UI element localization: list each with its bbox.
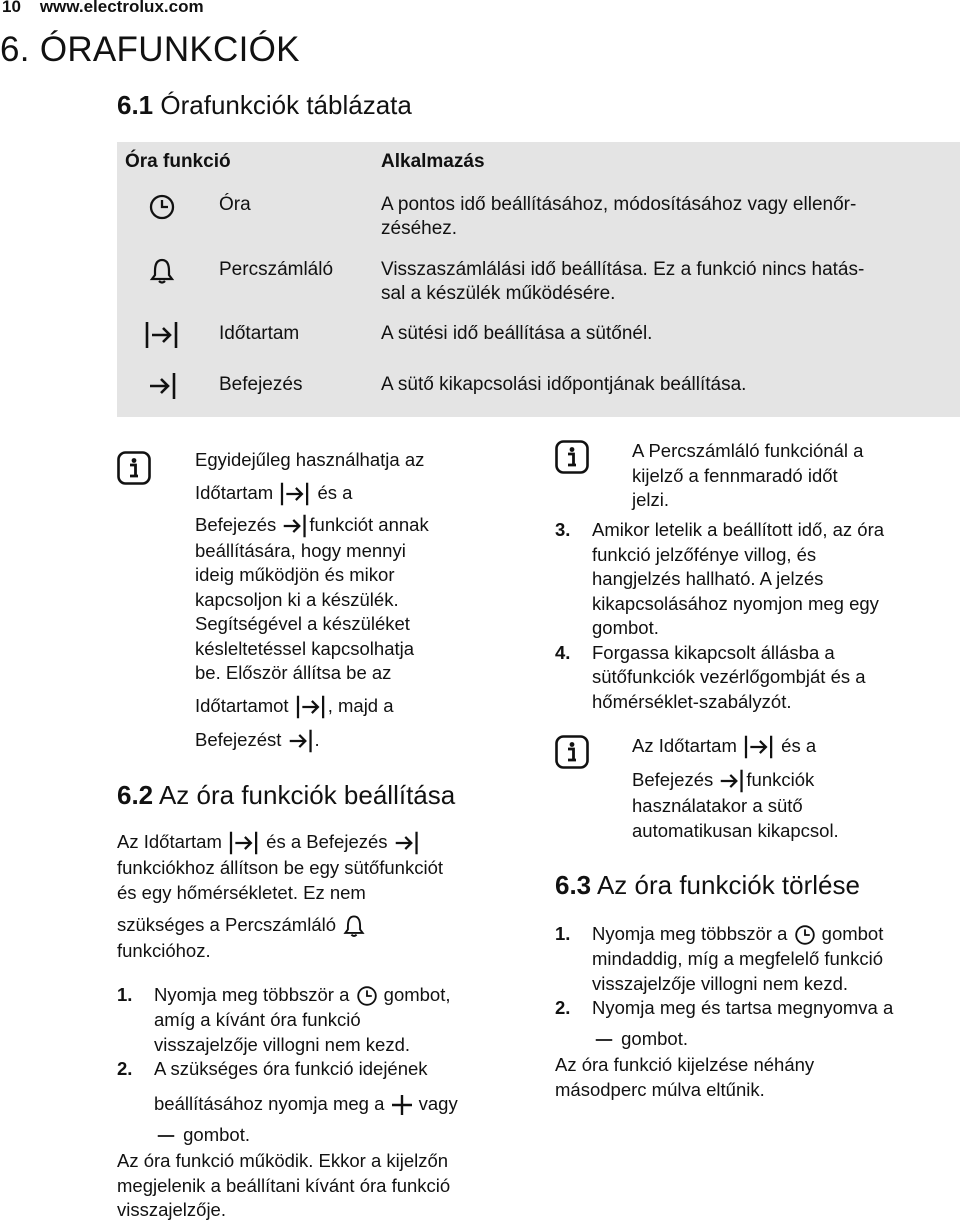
section-number: 6.3	[555, 870, 592, 900]
list-item: 1. Nyomja meg többször a gombot, amíg a kívánt óra funkció visszajelzője villogni nem kezd.	[117, 984, 451, 1055]
list-item: 2. A szükséges óra funkció idejének beállításához nyomja meg a vagy gombot.	[117, 1058, 458, 1145]
info-note-auto-off: Az Időtartam és a Befejezés funkciók használatakor a sütő automatikusan kikapcsol.	[632, 735, 839, 841]
table-header-function: Óra funkció	[125, 151, 231, 172]
list-item: 1. Nyomja meg többször a gombot mindaddig, míg a megfelelő funkció visszajelzője villogni nem kezd.	[555, 923, 884, 994]
info-icon	[555, 735, 589, 769]
clock-icon	[355, 984, 379, 1008]
steps-6-3: 1. Nyomja meg többször a gombot mindaddig, míg a megfelelő funkció visszajelzője villogni nem kezd. 2. Nyomja meg és tartsa megnyomva a gombot. Az óra funkció kijelzése néhány másodperc múlva eltűnik.	[555, 922, 955, 1102]
end-icon	[281, 513, 309, 539]
minus-icon	[154, 1127, 178, 1145]
duration-icon	[227, 830, 261, 856]
section-number: 6.1	[117, 90, 154, 120]
section-title: Órafunkciók táblázata	[160, 90, 412, 120]
page-header	[2, 0, 204, 17]
plus-icon	[390, 1093, 414, 1117]
info-note-timer: A Percszámláló funkciónál a kijelző a fennmaradó időt jelzi.	[632, 440, 864, 510]
chapter-title: 6. ÓRAFUNKCIÓK	[0, 30, 300, 69]
section-title: Az óra funkciók beállítása	[158, 780, 456, 810]
steps-6-2: 1. Nyomja meg többször a gombot, amíg a kívánt óra funkció visszajelzője villogni nem kezd. 2. A szükséges óra funkció idejének beállításához nyomja meg a vagy gombot. Az óra funkció működik. Ekkor a kijelzőn megjelenik a beállítani kívánt óra funkció visszajelzője.	[117, 983, 547, 1223]
list-item: 3. Amikor letelik a beállított idő, az óra funkció jelzőfénye villog, és hangjelzés hallható. A jelzés kikapcsolásához nyomjon meg egy gombot.	[555, 519, 885, 638]
section-number: 6.2	[117, 780, 154, 810]
list-item: 4. Forgassa kikapcsolt állásba a sütőfunkciók vezérlőgombját és a hőmérséklet-szabályzót.	[555, 641, 866, 712]
duration-icon	[294, 694, 328, 720]
page-number: 10	[2, 0, 21, 16]
section-6-1-heading	[117, 90, 412, 121]
info-icon	[555, 440, 589, 474]
site-url: www.electrolux.com	[39, 0, 204, 16]
table-row-name: Időtartam	[219, 323, 300, 344]
clock-icon	[793, 923, 817, 947]
end-icon	[393, 830, 421, 856]
paragraph-6-2: Az Időtartam és a Befejezés funkciókhoz állítson be egy sütőfunkciót és egy hőmérsékletet. Ez nem szükséges a Percszámláló funkcióhoz.	[117, 831, 443, 962]
end-icon	[148, 371, 178, 401]
section-6-3-heading	[555, 870, 860, 901]
info-icon	[117, 451, 151, 485]
table-row-desc: A sütési idő beállítása a sütőnél.	[381, 323, 653, 344]
table-header-application: Alkalmazás	[381, 151, 485, 172]
bell-icon	[147, 256, 177, 286]
list-item: 2. Nyomja meg és tartsa megnyomva a gombot.	[555, 997, 894, 1049]
table-row-desc: Visszaszámlálási idő beállítása. Ez a funkció nincs hatás- sal a készülék működésére.	[381, 259, 865, 304]
section-title: Az óra funkciók törlése	[596, 870, 860, 900]
duration-icon	[278, 481, 312, 507]
clock-icon	[147, 192, 177, 222]
info-note-simultaneous: Egyidejűleg használhatja az Időtartam és a Befejezés funkciót annak beállítására, hogy mennyi ideig működjön és mikor kapcsoljon ki a készülék. Segítségével a készüléket késleltetéssel kapcsolhatja be. Először állítsa be az Időtartamot , majd a Befejezést .	[195, 448, 515, 754]
table-row-name: Percszámláló	[219, 259, 334, 280]
duration-icon	[144, 320, 180, 350]
end-icon	[718, 768, 746, 794]
steps-right	[555, 518, 955, 714]
bell-icon	[341, 913, 367, 939]
section-6-2-heading	[117, 780, 455, 811]
table-row-desc: A sütő kikapcsolási időpontjának beállítása.	[381, 374, 747, 395]
end-icon	[287, 728, 315, 754]
table-row-name: Befejezés	[219, 374, 303, 395]
table-row-name: Óra	[219, 194, 251, 215]
minus-icon	[592, 1031, 616, 1049]
duration-icon	[742, 734, 776, 760]
table-row-desc: A pontos idő beállításához, módosításához vagy ellenőr- zéséhez.	[381, 194, 857, 239]
